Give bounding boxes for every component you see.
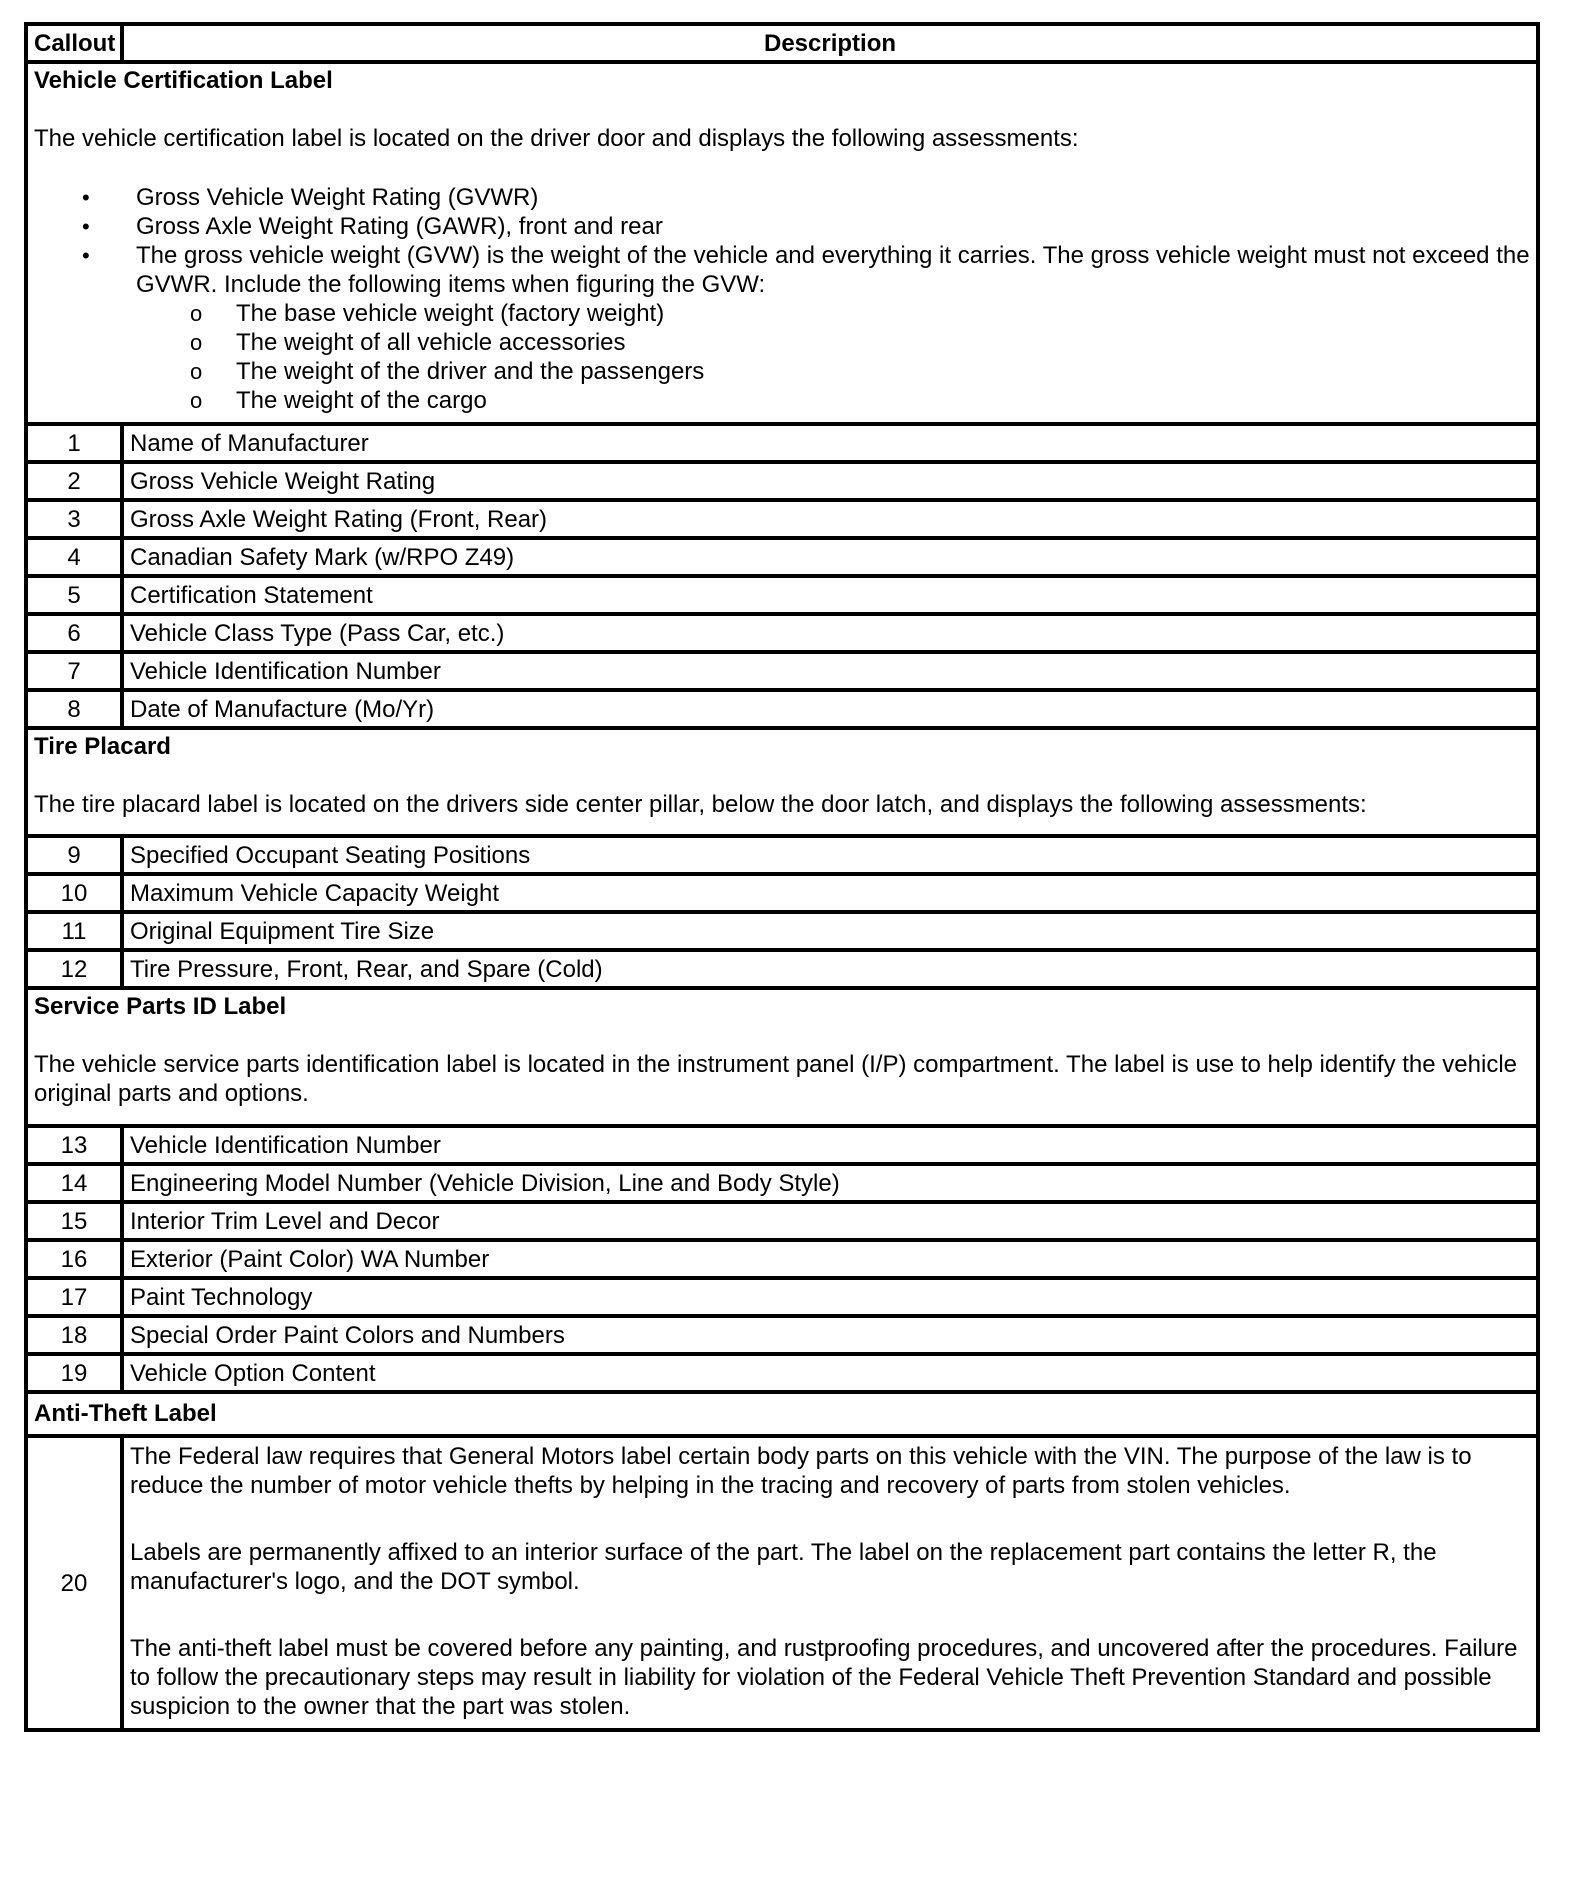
description-paragraph: The anti-theft label must be covered before any painting, and rustproofing procedures, and uncovered after the procedures. Failure to follow the precautionary steps may result in liability for violation of the Federal Vehicle Theft Prevention Standard and possible suspicion to the owner that the part was stolen. [130, 1635, 1518, 1720]
table-row [26, 1240, 1538, 1278]
callout-number: 4 [26, 538, 122, 576]
table-row [26, 1436, 1538, 1730]
callout-number: 11 [26, 912, 122, 950]
callout-table-container [24, 22, 1536, 1732]
callout-number: 20 [26, 1436, 122, 1730]
callout-number: 9 [26, 836, 122, 874]
table-row [26, 690, 1538, 728]
callout-description: Engineering Model Number (Vehicle Division, Line and Body Style) [122, 1164, 1538, 1202]
list-item: • Gross Axle Weight Rating (GAWR), front and rear [136, 212, 1530, 241]
section-intro: The vehicle service parts identification label is located in the instrument panel (I/P) compartment. The label is use to help identify the vehicle original parts and options. [34, 1051, 1517, 1107]
description-paragraph: Labels are permanently affixed to an interior surface of the part. The label on the replacement part contains the letter R, the manufacturer's logo, and the DOT symbol. [130, 1539, 1437, 1595]
section-tire-placard [26, 728, 1538, 836]
table-row [26, 1126, 1538, 1164]
section-title: Vehicle Certification Label [34, 67, 333, 94]
callout-number: 17 [26, 1278, 122, 1316]
callout-description: Special Order Paint Colors and Numbers [122, 1316, 1538, 1354]
callout-number: 8 [26, 690, 122, 728]
table-row [26, 1354, 1538, 1392]
callout-number: 16 [26, 1240, 122, 1278]
list-item: • The gross vehicle weight (GVW) is the weight of the vehicle and everything it carries. The gross vehicle weight must not exceed the GVWR. Include the following items when figuring the GVW: [136, 241, 1530, 299]
sub-bullet-list [34, 299, 1530, 415]
table-row [26, 836, 1538, 874]
table-row [26, 1278, 1538, 1316]
callout-number: 1 [26, 424, 122, 462]
table-row [26, 462, 1538, 500]
callout-description: Certification Statement [122, 576, 1538, 614]
callout-column-header: Callout [26, 24, 122, 62]
description-column-header: Description [122, 24, 1538, 62]
table-row [26, 912, 1538, 950]
callout-description: Gross Vehicle Weight Rating [122, 462, 1538, 500]
callout-description: Name of Manufacturer [122, 424, 1538, 462]
section-title: Anti-Theft Label [34, 1399, 217, 1427]
list-item: • Gross Vehicle Weight Rating (GVWR) [136, 183, 1530, 212]
callout-number: 5 [26, 576, 122, 614]
list-item: o The weight of the cargo [236, 386, 1530, 415]
callout-description: Vehicle Identification Number [122, 1126, 1538, 1164]
list-item: o The base vehicle weight (factory weight) [236, 299, 1530, 328]
section-intro: The vehicle certification label is located on the driver door and displays the following assessments: [34, 125, 1079, 152]
table-row [26, 1202, 1538, 1240]
callout-description: Paint Technology [122, 1278, 1538, 1316]
callout-description: Vehicle Identification Number [122, 652, 1538, 690]
table-row [26, 576, 1538, 614]
table-row [26, 614, 1538, 652]
table-row [26, 424, 1538, 462]
callout-description: Specified Occupant Seating Positions [122, 836, 1538, 874]
callout-description: Original Equipment Tire Size [122, 912, 1538, 950]
table-row [26, 950, 1538, 988]
bullet-list [34, 183, 1530, 299]
callout-description: Gross Axle Weight Rating (Front, Rear) [122, 500, 1538, 538]
callout-number: 18 [26, 1316, 122, 1354]
callout-description: Vehicle Class Type (Pass Car, etc.) [122, 614, 1538, 652]
callout-table [24, 22, 1540, 1732]
callout-description: Exterior (Paint Color) WA Number [122, 1240, 1538, 1278]
section-vehicle-certification [26, 62, 1538, 424]
callout-number: 2 [26, 462, 122, 500]
callout-number: 10 [26, 874, 122, 912]
table-row [26, 1316, 1538, 1354]
callout-number: 6 [26, 614, 122, 652]
section-anti-theft [26, 1392, 1538, 1436]
callout-description: Date of Manufacture (Mo/Yr) [122, 690, 1538, 728]
description-paragraph: The Federal law requires that General Motors label certain body parts on this vehicle with the VIN. The purpose of the law is to reduce the number of motor vehicle thefts by helping in the tracing and recovery of parts from stolen vehicles. [130, 1443, 1472, 1499]
section-title: Tire Placard [34, 733, 171, 760]
callout-number: 3 [26, 500, 122, 538]
section-service-parts-id [26, 988, 1538, 1126]
table-row [26, 874, 1538, 912]
callout-number: 13 [26, 1126, 122, 1164]
section-intro: The tire placard label is located on the drivers side center pillar, below the door latch, and displays the following assessments: [34, 791, 1367, 818]
table-header-row [26, 24, 1538, 62]
list-item: o The weight of the driver and the passengers [236, 357, 1530, 386]
table-row [26, 652, 1538, 690]
callout-number: 14 [26, 1164, 122, 1202]
callout-description: Tire Pressure, Front, Rear, and Spare (Cold) [122, 950, 1538, 988]
list-item: o The weight of all vehicle accessories [236, 328, 1530, 357]
callout-number: 12 [26, 950, 122, 988]
callout-number: 7 [26, 652, 122, 690]
callout-number: 19 [26, 1354, 122, 1392]
table-row [26, 538, 1538, 576]
callout-description [122, 1436, 1538, 1730]
callout-description: Canadian Safety Mark (w/RPO Z49) [122, 538, 1538, 576]
table-row [26, 1164, 1538, 1202]
callout-description: Interior Trim Level and Decor [122, 1202, 1538, 1240]
section-title: Service Parts ID Label [34, 993, 287, 1020]
callout-description: Maximum Vehicle Capacity Weight [122, 874, 1538, 912]
callout-number: 15 [26, 1202, 122, 1240]
table-row [26, 500, 1538, 538]
callout-description: Vehicle Option Content [122, 1354, 1538, 1392]
